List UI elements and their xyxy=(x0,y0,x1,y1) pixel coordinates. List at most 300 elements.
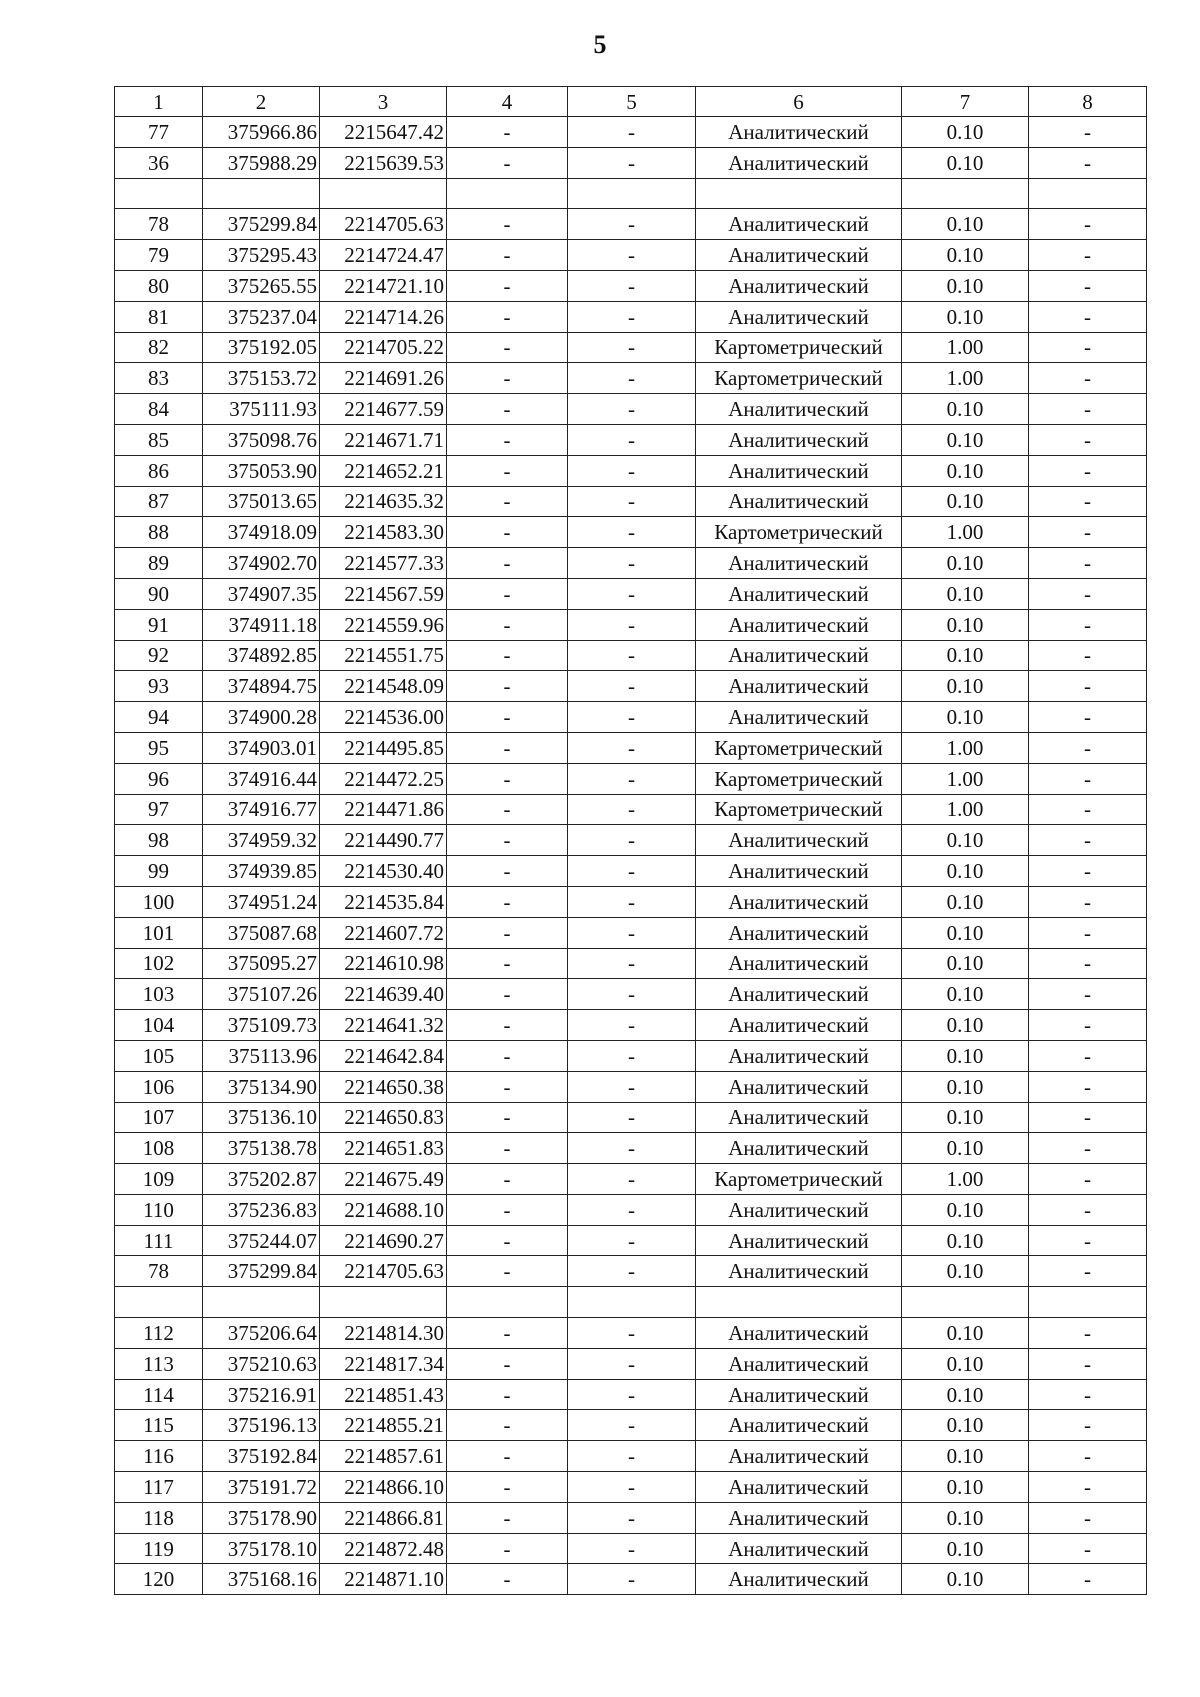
table-row xyxy=(115,147,1147,178)
table-cell: Картометрический xyxy=(696,332,902,363)
table-cell: 375202.87 xyxy=(203,1164,320,1195)
table-cell: 375206.64 xyxy=(203,1318,320,1349)
table-cell xyxy=(902,178,1029,209)
table-cell: 374903.01 xyxy=(203,732,320,763)
table-cell: - xyxy=(568,948,696,979)
table-cell: 2214583.30 xyxy=(320,517,447,548)
table-cell: 2214851.43 xyxy=(320,1379,447,1410)
table-cell: - xyxy=(568,856,696,887)
table-cell: 2214567.59 xyxy=(320,578,447,609)
table-cell: 2214677.59 xyxy=(320,394,447,425)
table-cell: 0.10 xyxy=(902,671,1029,702)
table-cell: Аналитический xyxy=(696,948,902,979)
table-cell xyxy=(320,1287,447,1318)
table-cell: 374939.85 xyxy=(203,856,320,887)
table-cell: 375299.84 xyxy=(203,1256,320,1287)
table-row xyxy=(115,1502,1147,1533)
table-cell: 2214548.09 xyxy=(320,671,447,702)
coordinates-table xyxy=(114,86,1147,1595)
table-cell: Аналитический xyxy=(696,1472,902,1503)
table-cell: - xyxy=(568,886,696,917)
table-cell: - xyxy=(568,455,696,486)
table-cell: - xyxy=(1029,1040,1147,1071)
table-cell: 375210.63 xyxy=(203,1348,320,1379)
table-cell: 0.10 xyxy=(902,856,1029,887)
table-cell: 0.10 xyxy=(902,1010,1029,1041)
table-cell: 116 xyxy=(115,1441,203,1472)
table-cell: - xyxy=(447,702,568,733)
table-cell: 375095.27 xyxy=(203,948,320,979)
table-cell: 0.10 xyxy=(902,979,1029,1010)
table-cell: 375138.78 xyxy=(203,1133,320,1164)
table-cell: - xyxy=(568,1502,696,1533)
table-cell: - xyxy=(568,301,696,332)
table-cell: - xyxy=(568,1256,696,1287)
table-row xyxy=(115,1071,1147,1102)
table-cell: 375216.91 xyxy=(203,1379,320,1410)
table-row xyxy=(115,486,1147,517)
table-cell: - xyxy=(568,578,696,609)
table-cell: - xyxy=(447,1225,568,1256)
table-cell: 375134.90 xyxy=(203,1071,320,1102)
table-cell: - xyxy=(447,948,568,979)
table-cell: - xyxy=(1029,671,1147,702)
table-cell: - xyxy=(1029,270,1147,301)
table-cell: - xyxy=(447,1133,568,1164)
table-cell: - xyxy=(1029,1194,1147,1225)
table-cell: 78 xyxy=(115,1256,203,1287)
table-cell: 374951.24 xyxy=(203,886,320,917)
table-cell: Аналитический xyxy=(696,548,902,579)
table-cell: 0.10 xyxy=(902,147,1029,178)
table-cell: 0.10 xyxy=(902,1194,1029,1225)
page-number: 5 xyxy=(593,30,607,59)
table-cell: - xyxy=(1029,1256,1147,1287)
table-row xyxy=(115,671,1147,702)
table-cell: 375087.68 xyxy=(203,917,320,948)
table-cell: Аналитический xyxy=(696,117,902,148)
table-header xyxy=(115,87,1147,117)
table-cell: - xyxy=(1029,394,1147,425)
table-cell: Аналитический xyxy=(696,917,902,948)
table-cell: Аналитический xyxy=(696,1040,902,1071)
table-cell: 117 xyxy=(115,1472,203,1503)
table-cell: 2214855.21 xyxy=(320,1410,447,1441)
table-cell: - xyxy=(447,424,568,455)
table-cell: - xyxy=(568,363,696,394)
table-cell: 90 xyxy=(115,578,203,609)
table-cell: Аналитический xyxy=(696,1502,902,1533)
table-cell xyxy=(568,178,696,209)
table-cell: - xyxy=(447,117,568,148)
table-cell: 2214639.40 xyxy=(320,979,447,1010)
table-cell: 375153.72 xyxy=(203,363,320,394)
table-cell: - xyxy=(447,1410,568,1441)
table-cell: 2214714.26 xyxy=(320,301,447,332)
table-cell: Картометрический xyxy=(696,794,902,825)
column-header: 4 xyxy=(447,87,568,117)
table-cell: Аналитический xyxy=(696,240,902,271)
table-cell: - xyxy=(447,1502,568,1533)
table-cell: 2214495.85 xyxy=(320,732,447,763)
column-header: 1 xyxy=(115,87,203,117)
table-cell: - xyxy=(1029,1410,1147,1441)
table-cell: 107 xyxy=(115,1102,203,1133)
table-cell: - xyxy=(1029,363,1147,394)
table-cell: - xyxy=(568,1472,696,1503)
table-cell: - xyxy=(447,1441,568,1472)
table-cell: 100 xyxy=(115,886,203,917)
table-cell: 120 xyxy=(115,1564,203,1595)
table-row xyxy=(115,117,1147,148)
table-cell: - xyxy=(568,548,696,579)
table-cell: - xyxy=(447,917,568,948)
table-cell: Аналитический xyxy=(696,1379,902,1410)
table-cell xyxy=(320,178,447,209)
table-cell: 86 xyxy=(115,455,203,486)
table-cell: Аналитический xyxy=(696,578,902,609)
table-row xyxy=(115,1225,1147,1256)
table-cell: - xyxy=(568,1379,696,1410)
column-header: 6 xyxy=(696,87,902,117)
table-cell: - xyxy=(1029,1441,1147,1472)
table-row xyxy=(115,609,1147,640)
table-cell: 0.10 xyxy=(902,886,1029,917)
table-cell: 2214871.10 xyxy=(320,1564,447,1595)
table-cell: 2214641.32 xyxy=(320,1010,447,1041)
table-cell: Картометрический xyxy=(696,517,902,548)
table-cell: 375111.93 xyxy=(203,394,320,425)
table-cell: 0.10 xyxy=(902,640,1029,671)
table-cell: 0.10 xyxy=(902,1256,1029,1287)
table-cell: 89 xyxy=(115,548,203,579)
table-cell: 0.10 xyxy=(902,1225,1029,1256)
table-row xyxy=(115,1164,1147,1195)
table-cell: - xyxy=(568,763,696,794)
table-cell: 0.10 xyxy=(902,1040,1029,1071)
table-cell: - xyxy=(568,1225,696,1256)
table-cell: Аналитический xyxy=(696,1071,902,1102)
table-cell: 2214551.75 xyxy=(320,640,447,671)
table-cell: 2214490.77 xyxy=(320,825,447,856)
table-cell: 375107.26 xyxy=(203,979,320,1010)
table-cell: - xyxy=(1029,147,1147,178)
table-cell: Аналитический xyxy=(696,486,902,517)
table-row xyxy=(115,517,1147,548)
table-cell: 2214866.81 xyxy=(320,1502,447,1533)
table-cell: 2214559.96 xyxy=(320,609,447,640)
table-cell: 110 xyxy=(115,1194,203,1225)
table-cell: 1.00 xyxy=(902,763,1029,794)
table-cell: - xyxy=(1029,825,1147,856)
table-cell: - xyxy=(1029,640,1147,671)
table-cell: 99 xyxy=(115,856,203,887)
table-cell: Аналитический xyxy=(696,209,902,240)
table-cell: 0.10 xyxy=(902,394,1029,425)
table-cell: Аналитический xyxy=(696,455,902,486)
table-cell: 98 xyxy=(115,825,203,856)
table-cell: 2214652.21 xyxy=(320,455,447,486)
table-cell: 375988.29 xyxy=(203,147,320,178)
table-cell: 102 xyxy=(115,948,203,979)
table-cell: 78 xyxy=(115,209,203,240)
table-cell: 105 xyxy=(115,1040,203,1071)
table-cell: 81 xyxy=(115,301,203,332)
table-cell: 2214642.84 xyxy=(320,1040,447,1071)
table-cell: 111 xyxy=(115,1225,203,1256)
table-cell: - xyxy=(447,825,568,856)
table-cell: - xyxy=(447,640,568,671)
table-cell: Аналитический xyxy=(696,979,902,1010)
header-row xyxy=(115,87,1147,117)
table-cell: - xyxy=(447,363,568,394)
table-cell: Аналитический xyxy=(696,1010,902,1041)
table-cell: - xyxy=(1029,578,1147,609)
table-cell: 374959.32 xyxy=(203,825,320,856)
table-cell: - xyxy=(447,1318,568,1349)
table-row xyxy=(115,1564,1147,1595)
table-cell: - xyxy=(1029,517,1147,548)
table-cell: - xyxy=(568,640,696,671)
table-cell: 2214535.84 xyxy=(320,886,447,917)
table-cell: - xyxy=(1029,1010,1147,1041)
table-cell: 0.10 xyxy=(902,1441,1029,1472)
table-cell: 87 xyxy=(115,486,203,517)
table-cell: - xyxy=(447,1256,568,1287)
table-cell: 2214724.47 xyxy=(320,240,447,271)
table-row xyxy=(115,1010,1147,1041)
table-cell: 1.00 xyxy=(902,1164,1029,1195)
table-cell: - xyxy=(1029,1348,1147,1379)
table-cell: - xyxy=(447,1348,568,1379)
table-cell: - xyxy=(447,1010,568,1041)
table-row xyxy=(115,1379,1147,1410)
table-cell: - xyxy=(447,1071,568,1102)
table-cell: 0.10 xyxy=(902,486,1029,517)
table-cell: 2214577.33 xyxy=(320,548,447,579)
table-cell: 94 xyxy=(115,702,203,733)
table-cell: - xyxy=(568,794,696,825)
table-cell: - xyxy=(447,1564,568,1595)
table-cell: 375191.72 xyxy=(203,1472,320,1503)
table-cell: 375295.43 xyxy=(203,240,320,271)
table-cell: - xyxy=(1029,1102,1147,1133)
table-cell xyxy=(447,178,568,209)
table-cell: - xyxy=(1029,1071,1147,1102)
table-cell: - xyxy=(1029,1225,1147,1256)
table-cell: 0.10 xyxy=(902,1502,1029,1533)
table-cell: 0.10 xyxy=(902,1133,1029,1164)
table-cell: - xyxy=(568,1410,696,1441)
table-cell: - xyxy=(447,856,568,887)
table-cell: Аналитический xyxy=(696,394,902,425)
table-row xyxy=(115,1533,1147,1564)
table-cell: 374916.44 xyxy=(203,763,320,794)
table-cell: - xyxy=(568,424,696,455)
table-row xyxy=(115,640,1147,671)
table-cell: - xyxy=(568,1533,696,1564)
table-cell: 0.10 xyxy=(902,948,1029,979)
table-cell: - xyxy=(568,1441,696,1472)
column-header: 8 xyxy=(1029,87,1147,117)
table-cell: 0.10 xyxy=(902,1564,1029,1595)
table-cell: - xyxy=(447,486,568,517)
table-cell: - xyxy=(447,763,568,794)
table-cell: - xyxy=(1029,1564,1147,1595)
table-cell: - xyxy=(568,147,696,178)
table-cell: 93 xyxy=(115,671,203,702)
table-cell: Аналитический xyxy=(696,825,902,856)
table-cell: 374916.77 xyxy=(203,794,320,825)
table-cell: Аналитический xyxy=(696,1102,902,1133)
table-cell: Аналитический xyxy=(696,1194,902,1225)
table-cell: - xyxy=(1029,486,1147,517)
table-cell: 2214817.34 xyxy=(320,1348,447,1379)
table-cell: 2214814.30 xyxy=(320,1318,447,1349)
table-cell: - xyxy=(568,1348,696,1379)
table-row xyxy=(115,1441,1147,1472)
table-cell: 2215639.53 xyxy=(320,147,447,178)
table-cell: 0.10 xyxy=(902,1472,1029,1503)
table-row xyxy=(115,794,1147,825)
table-cell: 374902.70 xyxy=(203,548,320,579)
table-cell: Аналитический xyxy=(696,1533,902,1564)
table-cell xyxy=(1029,178,1147,209)
table-cell: - xyxy=(1029,609,1147,640)
table-cell: 2215647.42 xyxy=(320,117,447,148)
table-cell: - xyxy=(568,394,696,425)
table-cell: 1.00 xyxy=(902,794,1029,825)
column-header: 3 xyxy=(320,87,447,117)
table-cell: 375109.73 xyxy=(203,1010,320,1041)
table-row xyxy=(115,1194,1147,1225)
table-cell: 95 xyxy=(115,732,203,763)
table-cell: 2214866.10 xyxy=(320,1472,447,1503)
table-cell: - xyxy=(568,1564,696,1595)
table-row xyxy=(115,209,1147,240)
table-cell: - xyxy=(568,1194,696,1225)
table-cell: Аналитический xyxy=(696,1348,902,1379)
table-cell: - xyxy=(1029,424,1147,455)
table-cell: 2214472.25 xyxy=(320,763,447,794)
table-cell: - xyxy=(1029,332,1147,363)
table-cell: 0.10 xyxy=(902,1410,1029,1441)
table-cell: 97 xyxy=(115,794,203,825)
table-row xyxy=(115,1102,1147,1133)
table-cell: 0.10 xyxy=(902,301,1029,332)
table-cell: 85 xyxy=(115,424,203,455)
table-cell: 374918.09 xyxy=(203,517,320,548)
table-row xyxy=(115,1040,1147,1071)
table-cell: 375192.05 xyxy=(203,332,320,363)
table-cell: - xyxy=(1029,763,1147,794)
table-cell: 375053.90 xyxy=(203,455,320,486)
table-cell: 2214650.38 xyxy=(320,1071,447,1102)
table-cell: - xyxy=(568,517,696,548)
table-cell: 2214675.49 xyxy=(320,1164,447,1195)
table-cell: 0.10 xyxy=(902,209,1029,240)
table-cell: - xyxy=(447,671,568,702)
table-cell: - xyxy=(447,578,568,609)
table-row xyxy=(115,825,1147,856)
table-cell: 2214872.48 xyxy=(320,1533,447,1564)
table-cell: 375237.04 xyxy=(203,301,320,332)
table-cell: - xyxy=(568,609,696,640)
table-cell xyxy=(902,1287,1029,1318)
table-cell: 106 xyxy=(115,1071,203,1102)
table-cell: - xyxy=(447,1164,568,1195)
table-cell: 1.00 xyxy=(902,732,1029,763)
table-cell: - xyxy=(568,117,696,148)
table-cell: 2214705.63 xyxy=(320,1256,447,1287)
table-cell: 1.00 xyxy=(902,517,1029,548)
table-cell: 79 xyxy=(115,240,203,271)
table-body xyxy=(115,117,1147,1595)
table-cell: - xyxy=(568,1040,696,1071)
table-cell: 108 xyxy=(115,1133,203,1164)
table-cell: 375236.83 xyxy=(203,1194,320,1225)
table-cell: 91 xyxy=(115,609,203,640)
table-cell: 374900.28 xyxy=(203,702,320,733)
column-header: 7 xyxy=(902,87,1029,117)
table-cell: 0.10 xyxy=(902,702,1029,733)
table-cell: - xyxy=(447,332,568,363)
table-cell: - xyxy=(1029,794,1147,825)
table-cell: 374911.18 xyxy=(203,609,320,640)
table-cell: 101 xyxy=(115,917,203,948)
table-row xyxy=(115,301,1147,332)
table-row xyxy=(115,240,1147,271)
table-cell: 2214635.32 xyxy=(320,486,447,517)
table-cell: Аналитический xyxy=(696,1256,902,1287)
table-cell: 375966.86 xyxy=(203,117,320,148)
table-cell: 375136.10 xyxy=(203,1102,320,1133)
table-cell: 2214610.98 xyxy=(320,948,447,979)
table-cell: - xyxy=(568,240,696,271)
table-cell: 109 xyxy=(115,1164,203,1195)
table-cell: Аналитический xyxy=(696,1441,902,1472)
table-cell: - xyxy=(1029,455,1147,486)
table-cell: - xyxy=(447,147,568,178)
table-cell: Аналитический xyxy=(696,609,902,640)
table-cell: 1.00 xyxy=(902,363,1029,394)
table-cell: 80 xyxy=(115,270,203,301)
table-cell: - xyxy=(568,486,696,517)
table-cell: 83 xyxy=(115,363,203,394)
column-header: 2 xyxy=(203,87,320,117)
table-cell: 0.10 xyxy=(902,1071,1029,1102)
table-cell: - xyxy=(1029,1502,1147,1533)
table-cell: 375299.84 xyxy=(203,209,320,240)
table-cell: 0.10 xyxy=(902,578,1029,609)
table-cell xyxy=(203,178,320,209)
table-cell: 375196.13 xyxy=(203,1410,320,1441)
table-cell: 2214705.63 xyxy=(320,209,447,240)
table-row xyxy=(115,948,1147,979)
table-cell: Аналитический xyxy=(696,1225,902,1256)
table-row xyxy=(115,548,1147,579)
table-cell: - xyxy=(447,1040,568,1071)
table-cell xyxy=(696,1287,902,1318)
table-row xyxy=(115,270,1147,301)
table-cell: 0.10 xyxy=(902,548,1029,579)
table-cell: - xyxy=(1029,732,1147,763)
table-cell: Аналитический xyxy=(696,1133,902,1164)
table-cell: 2214721.10 xyxy=(320,270,447,301)
table-row xyxy=(115,394,1147,425)
table-cell: 0.10 xyxy=(902,455,1029,486)
table-cell: 0.10 xyxy=(902,270,1029,301)
